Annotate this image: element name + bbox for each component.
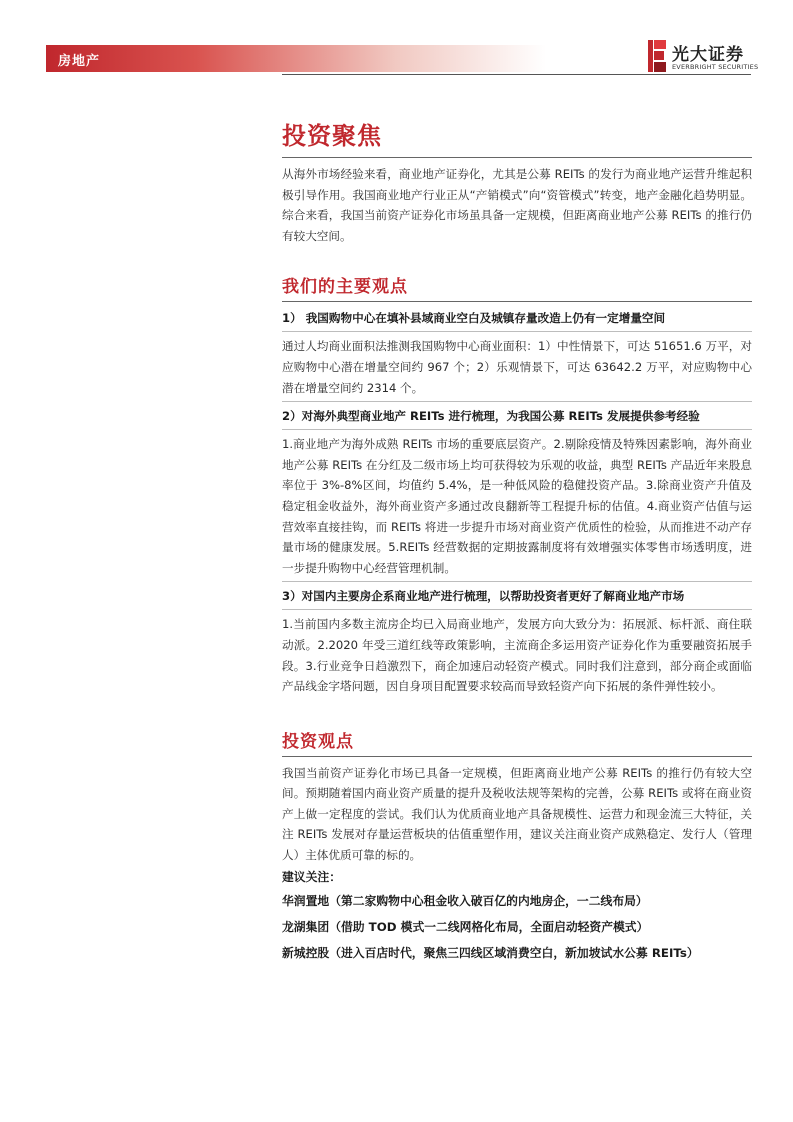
recommend-item: 华润置地（第二家购物中心租金收入破百亿的内地房企，一二线布局） <box>282 893 648 908</box>
divider <box>282 429 752 430</box>
view-2-body: 1.商业地产为海外成熟 REITs 市场的重要底层资产。2.剔除疫情及特殊因素影响，海外商业地产公募 REITs 在分红及二级市场上均可获得较为乐观的收益，典型 REITs 产品近年来股息率位于 3%-8%区间，均值约 5.4%，是一种低风险的稳健投资产品。3.除商业资产升值及稳定租金收益外，海外商业资产多通过改良翻新等工程提升标的估值。4.商业资产估值与运营效率直接挂钩，而 REITs 将进一步提升市场对商业资产优质性的检验，从而推进不动产存量市场的健康发展。5.REITs 经营数据的定期披露制度将有效增强实体零售市场透明度，进一步提升购物中心经营管理机制。 <box>282 437 752 575</box>
brand-name-cn: 光大证券 <box>672 45 744 65</box>
brand-logo <box>648 40 758 76</box>
everbright-logo-icon <box>648 40 666 72</box>
focus-paragraph: 从海外市场经验来看，商业地产证券化，尤其是公募 REITs 的发行为商业地产运营升维起积极引导作用。我国商业地产行业正从“产销模式”向“资管模式”转变，地产金融化趋势明显。综合来看，我国当前资产证券化市场虽具备一定规模，但距离商业地产公募 REITs 的推行仍有较大空间。 <box>282 167 752 243</box>
invest-title: 投资观点 <box>282 727 752 757</box>
views-title: 我们的主要观点 <box>282 272 752 302</box>
view-3-body: 1.当前国内多数主流房企均已入局商业地产，发展方向大致分为：拓展派、标杆派、商住联动派。2.2020 年受三道红线等政策影响，主流商企多运用资产证券化作为重要融资拓展手段。3.行业竞争日趋激烈下，商企加速启动轻资产模式。同时我们注意到，部分商企或面临产品线金字塔问题，因自身项目配置要求较高而导致轻资产向下拓展的条件弹性较小。 <box>282 617 752 694</box>
header-band <box>46 45 546 72</box>
view-2-heading: 2）对海外典型商业地产 REITs 进行梳理，为我国公募 REITs 发展提供参考经验 <box>282 409 700 424</box>
recommend-label: 建议关注： <box>282 869 341 884</box>
brand-name-en: EVERBRIGHT SECURITIES <box>672 63 759 71</box>
view-1-heading: 1） 我国购物中心在填补县域商业空白及城镇存量改造上仍有一定增量空间 <box>282 311 666 326</box>
recommend-item: 龙湖集团（借助 TOD 模式一二线网格化布局，全面启动轻资产模式） <box>282 919 649 934</box>
divider <box>282 609 752 610</box>
recommend-item: 新城控股（进入百店时代，聚焦三四线区域消费空白，新加坡试水公募 REITs） <box>282 945 699 960</box>
report-content <box>282 118 752 966</box>
view-3-heading: 3）对国内主要房企系商业地产进行梳理，以帮助投资者更好了解商业地产市场 <box>282 589 685 604</box>
section-label: 房地产 <box>58 54 101 69</box>
view-1-body: 通过人均商业面积法推测我国购物中心商业面积：1）中性情景下，可达 51651.6 万平，对应购物中心潜在增量空间约 967 个；2）乐观情景下，可达 63642.2 万平，对应购物中心潜在增量空间约 2314 个。 <box>282 339 752 395</box>
divider <box>282 401 752 402</box>
invest-paragraph: 我国当前资产证券化市场已具备一定规模，但距离商业地产公募 REITs 的推行仍有较大空间。预期随着国内商业资产质量的提升及税收法规等架构的完善，公募 REITs 或将在商业资产上做一定程度的尝试。我们认为优质商业地产具备规模性、运营力和现金流三大特征，关注 REITs 发展对存量运营板块的估值重塑作用，建议关注商业资产成熟稳定、发行人（管理人）主体优质可靠的标的。 <box>282 765 752 863</box>
divider <box>282 581 752 582</box>
focus-title: 投资聚焦 <box>282 118 752 158</box>
divider <box>282 331 752 332</box>
